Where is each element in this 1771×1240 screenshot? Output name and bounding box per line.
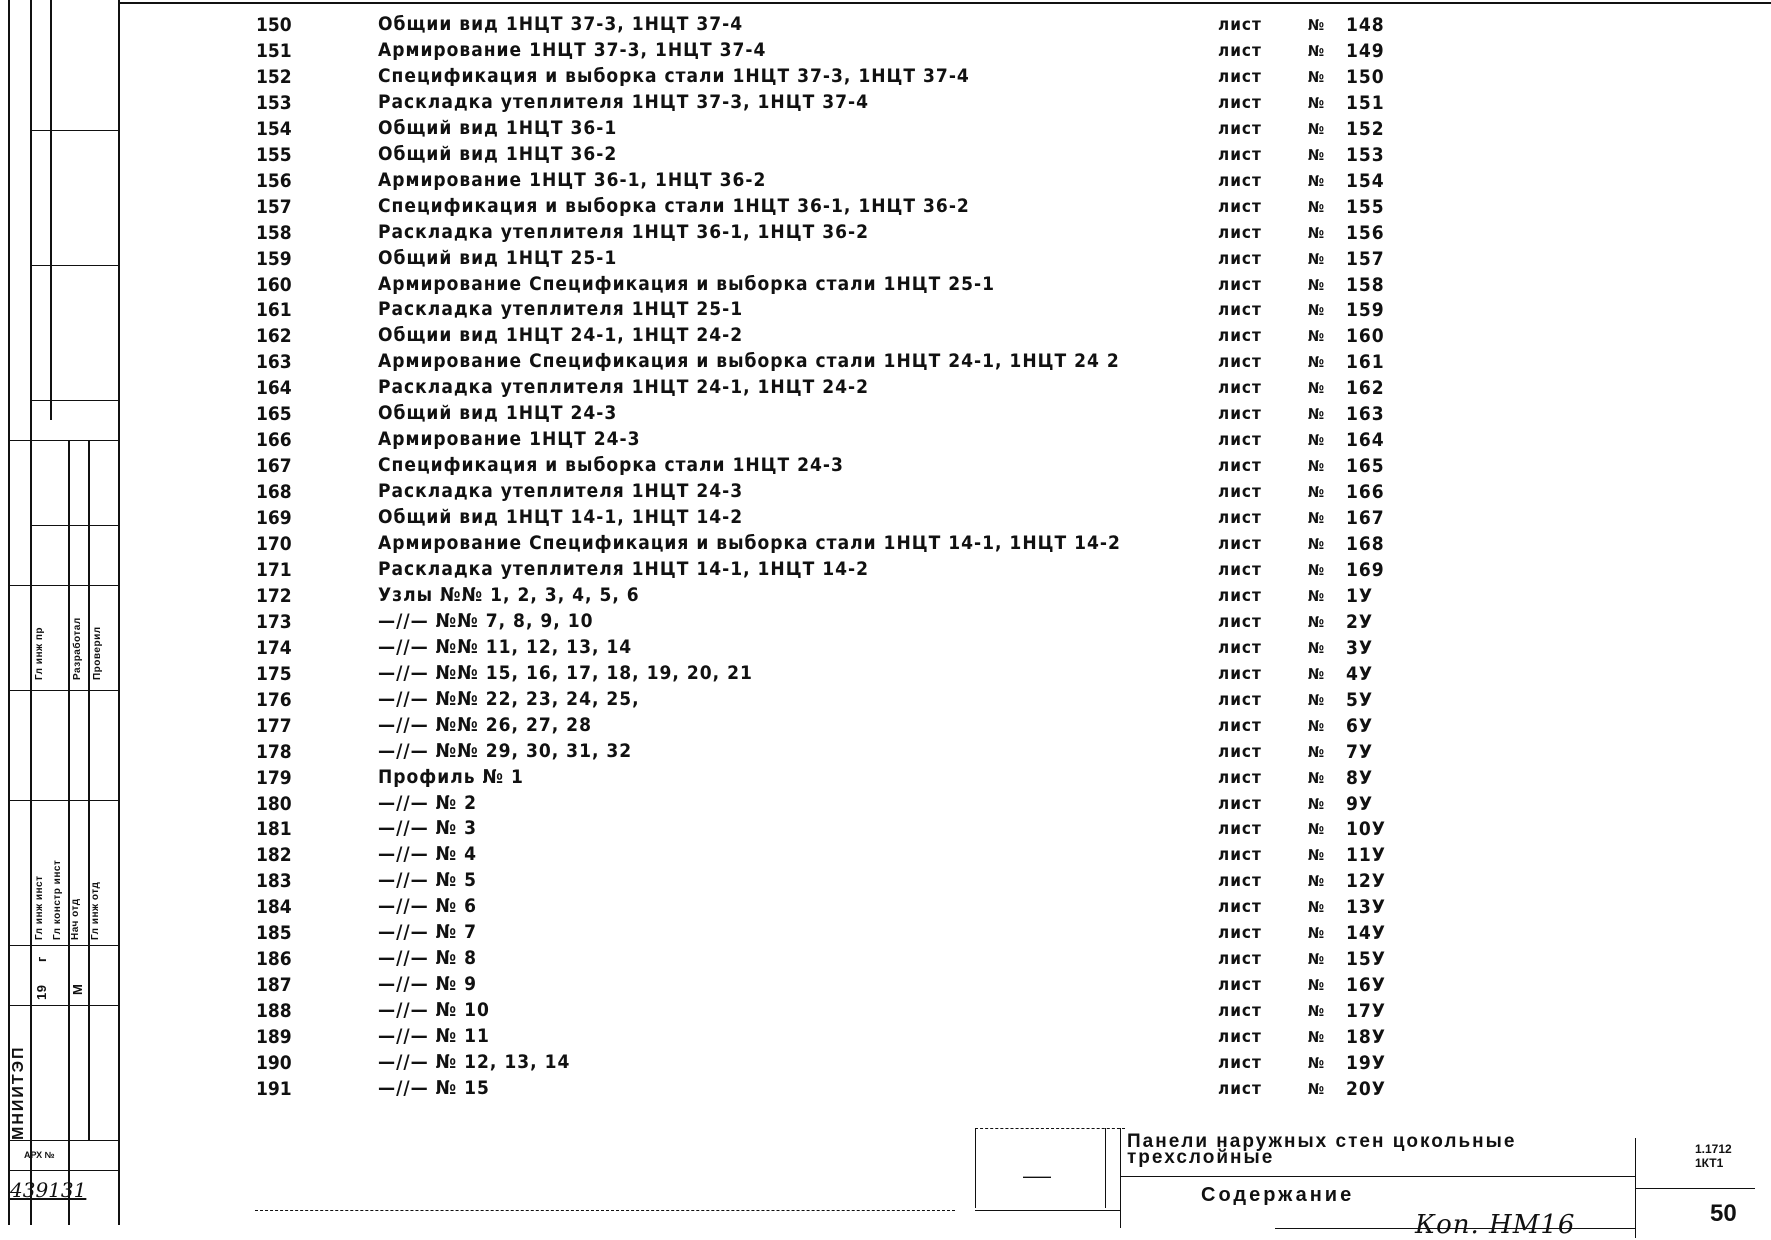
row-number-sign: № bbox=[1308, 16, 1325, 34]
contents-row bbox=[0, 894, 1771, 920]
contents-row bbox=[0, 920, 1771, 946]
contents-row bbox=[0, 583, 1771, 609]
row-number: 182 bbox=[256, 844, 292, 867]
row-number-sign: № bbox=[1308, 145, 1325, 164]
contents-row bbox=[0, 687, 1771, 713]
row-sheet-number: 20У bbox=[1346, 1077, 1386, 1100]
row-title: —//— № 15 bbox=[378, 1076, 490, 1099]
role-label: Гл констр инст bbox=[52, 859, 63, 940]
row-title: —//— №№ 22, 23, 24, 25, bbox=[378, 687, 640, 710]
row-sheet-label: лист bbox=[1218, 482, 1262, 503]
row-sheet-label: лист bbox=[1218, 456, 1262, 477]
row-number: 180 bbox=[256, 792, 292, 815]
row-title: Спецификация и выборка стали 1НЦТ 24-3 bbox=[378, 454, 844, 477]
row-number-sign: № bbox=[1308, 1079, 1325, 1098]
row-sheet-label: лист bbox=[1218, 534, 1262, 554]
row-number: 166 bbox=[256, 429, 292, 452]
tb-rule bbox=[975, 1128, 1125, 1129]
row-number: 178 bbox=[256, 740, 292, 763]
row-sheet-number: 168 bbox=[1346, 533, 1385, 555]
row-number-sign: № bbox=[1308, 638, 1325, 657]
row-sheet-number: 6У bbox=[1346, 714, 1374, 737]
row-sheet-number: 1У bbox=[1346, 584, 1374, 607]
row-number-sign: № bbox=[1308, 820, 1325, 839]
row-title: Армирование Спецификация и выборка стали 1НЦТ 24-1, 1НЦТ 24 2 bbox=[378, 350, 1120, 373]
product-name: Панели наружных стен цокольные трехслойные bbox=[1127, 1131, 1517, 1168]
row-number-sign: № bbox=[1308, 249, 1325, 268]
row-sheet-number: 8У bbox=[1346, 766, 1374, 789]
tb-rule bbox=[1635, 1188, 1755, 1189]
row-sheet-number: 18У bbox=[1346, 1026, 1386, 1049]
row-number: 161 bbox=[256, 299, 292, 322]
row-number: 162 bbox=[256, 325, 292, 348]
row-number-sign: № bbox=[1308, 93, 1325, 112]
row-number: 167 bbox=[256, 455, 292, 478]
row-sheet-label: лист bbox=[1218, 1027, 1262, 1048]
row-number-sign: № bbox=[1308, 301, 1325, 320]
row-sheet-number: 154 bbox=[1346, 169, 1385, 192]
row-number: 157 bbox=[256, 195, 292, 218]
row-number: 175 bbox=[256, 662, 292, 685]
signature: Коп. НМ16 bbox=[1415, 1210, 1576, 1240]
row-number: 172 bbox=[256, 584, 292, 607]
document-title: Содержание bbox=[1201, 1184, 1355, 1206]
row-number: 189 bbox=[256, 1026, 292, 1049]
row-sheet-number: 7У bbox=[1346, 740, 1374, 763]
row-sheet-label: лист bbox=[1218, 845, 1262, 866]
row-title: —//— № 12, 13, 14 bbox=[378, 1051, 571, 1073]
row-number-sign: № bbox=[1308, 742, 1325, 761]
row-number-sign: № bbox=[1308, 1054, 1325, 1072]
row-title: Армирование 1НЦТ 24-3 bbox=[378, 428, 641, 451]
row-sheet-label: лист bbox=[1218, 559, 1262, 580]
row-sheet-label: лист bbox=[1218, 508, 1262, 529]
row-title: —//— № 8 bbox=[378, 947, 478, 970]
contents-row bbox=[0, 713, 1771, 739]
row-sheet-label: лист bbox=[1218, 378, 1262, 399]
contents-row bbox=[0, 972, 1771, 998]
row-title: Общий вид 1НЦТ 36-2 bbox=[378, 142, 618, 165]
row-number-sign: № bbox=[1308, 690, 1325, 709]
row-number-sign: № bbox=[1308, 664, 1325, 683]
role-label: Нач отд bbox=[70, 898, 81, 940]
row-title: —//— № 3 bbox=[378, 817, 478, 840]
contents-row bbox=[0, 375, 1771, 401]
row-number-sign: № bbox=[1308, 1028, 1325, 1047]
row-title: Раскладка утеплителя 1НЦТ 24-1, 1НЦТ 24-2 bbox=[378, 376, 869, 399]
row-number: 155 bbox=[256, 143, 292, 166]
row-number-sign: № bbox=[1308, 327, 1325, 346]
row-number: 151 bbox=[256, 39, 292, 62]
row-title: —//— № 6 bbox=[378, 895, 478, 918]
row-sheet-number: 153 bbox=[1346, 143, 1385, 166]
row-number-sign: № bbox=[1308, 924, 1325, 943]
row-number: 170 bbox=[256, 533, 292, 555]
row-number-sign: № bbox=[1308, 379, 1325, 398]
row-sheet-number: 12У bbox=[1346, 870, 1386, 893]
row-title: Общий вид 1НЦТ 24-3 bbox=[378, 402, 618, 425]
row-title: Раскладка утеплителя 1НЦТ 14-1, 1НЦТ 14-2 bbox=[378, 557, 869, 580]
row-sheet-number: 158 bbox=[1346, 273, 1385, 296]
row-number-sign: № bbox=[1308, 119, 1325, 138]
row-sheet-number: 4У bbox=[1346, 662, 1374, 685]
row-number-sign: № bbox=[1308, 509, 1325, 528]
tb-divider bbox=[1120, 1128, 1121, 1228]
row-number: 187 bbox=[256, 974, 292, 997]
row-sheet-label: лист bbox=[1218, 326, 1262, 347]
row-sheet-label: лист bbox=[1218, 871, 1262, 892]
row-sheet-number: 163 bbox=[1346, 403, 1385, 426]
row-number: 179 bbox=[256, 766, 292, 789]
row-number-sign: № bbox=[1308, 457, 1325, 476]
row-number: 174 bbox=[256, 636, 292, 659]
contents-row bbox=[0, 661, 1771, 687]
row-sheet-number: 150 bbox=[1346, 65, 1385, 88]
stamp-rule bbox=[8, 1140, 118, 1141]
row-number-sign: № bbox=[1308, 535, 1325, 553]
tb-divider bbox=[975, 1128, 976, 1208]
row-sheet-label: лист bbox=[1218, 1053, 1262, 1073]
row-sheet-number: 148 bbox=[1346, 14, 1385, 36]
row-number: 185 bbox=[256, 922, 292, 945]
row-number: 165 bbox=[256, 403, 292, 426]
row-title: Армирование 1НЦТ 36-1, 1НЦТ 36-2 bbox=[378, 168, 767, 191]
row-sheet-label: лист bbox=[1218, 975, 1262, 996]
row-sheet-number: 2У bbox=[1346, 610, 1374, 633]
title-block bbox=[975, 1128, 1771, 1240]
contents-row bbox=[0, 427, 1771, 453]
contents-row bbox=[0, 38, 1771, 64]
contents-row bbox=[0, 220, 1771, 246]
row-sheet-label: лист bbox=[1218, 923, 1262, 944]
row-sheet-label: лист bbox=[1218, 274, 1262, 295]
row-title: Общий вид 1НЦТ 36-1 bbox=[378, 116, 618, 139]
row-number: 163 bbox=[256, 351, 292, 374]
row-title: Армирование Спецификация и выборка стали 1НЦТ 25-1 bbox=[378, 272, 995, 295]
row-sheet-number: 9У bbox=[1346, 792, 1374, 815]
row-number-sign: № bbox=[1308, 223, 1325, 242]
row-sheet-label: лист bbox=[1218, 404, 1262, 425]
row-number: 183 bbox=[256, 870, 292, 893]
row-sheet-number: 160 bbox=[1346, 325, 1385, 348]
row-sheet-number: 5У bbox=[1346, 688, 1374, 711]
row-title: —//— №№ 15, 16, 17, 18, 19, 20, 21 bbox=[378, 661, 753, 684]
row-sheet-number: 17У bbox=[1346, 1000, 1386, 1023]
row-sheet-label: лист bbox=[1218, 92, 1262, 113]
row-sheet-label: лист bbox=[1218, 741, 1262, 762]
row-title: —//— № 9 bbox=[378, 973, 478, 996]
row-title: Общий вид 1НЦТ 25-1 bbox=[378, 246, 618, 269]
row-number-sign: № bbox=[1308, 950, 1325, 969]
row-number-sign: № bbox=[1308, 171, 1325, 190]
role-label: Гл инж пр bbox=[34, 626, 45, 680]
row-title: Общии вид 1НЦТ 37-3, 1НЦТ 37-4 bbox=[378, 13, 744, 35]
row-title: Армирование 1НЦТ 37-3, 1НЦТ 37-4 bbox=[378, 38, 767, 61]
row-number: 156 bbox=[256, 169, 292, 192]
contents-row bbox=[0, 401, 1771, 427]
row-sheet-number: 19У bbox=[1346, 1052, 1386, 1074]
contents-row bbox=[0, 557, 1771, 583]
row-number: 177 bbox=[256, 714, 292, 737]
row-sheet-label: лист bbox=[1218, 170, 1262, 191]
contents-row bbox=[0, 246, 1771, 272]
series-code bbox=[1695, 1142, 1732, 1170]
row-number: 150 bbox=[256, 14, 292, 36]
m-mark: М bbox=[70, 983, 85, 995]
row-number: 153 bbox=[256, 91, 292, 114]
row-sheet-label: лист bbox=[1218, 300, 1262, 321]
row-number-sign: № bbox=[1308, 431, 1325, 450]
row-number-sign: № bbox=[1308, 586, 1325, 605]
contents-row bbox=[0, 64, 1771, 90]
tb-rule bbox=[1120, 1176, 1635, 1177]
organization-name: МНИИТЭП bbox=[10, 1045, 27, 1140]
contents-row bbox=[0, 297, 1771, 323]
role-label: Гл инж отд bbox=[90, 881, 101, 940]
row-number: 154 bbox=[256, 117, 292, 140]
row-sheet-number: 16У bbox=[1346, 974, 1386, 997]
row-number-sign: № bbox=[1308, 794, 1325, 813]
contents-row bbox=[0, 505, 1771, 531]
year-suffix: г bbox=[34, 956, 49, 962]
contents-row bbox=[0, 479, 1771, 505]
row-number-sign: № bbox=[1308, 560, 1325, 579]
row-title: —//— № 4 bbox=[378, 843, 478, 866]
tb-rule bbox=[255, 1210, 955, 1211]
row-sheet-label: лист bbox=[1218, 66, 1262, 87]
row-sheet-number: 151 bbox=[1346, 91, 1385, 114]
contents-row bbox=[0, 816, 1771, 842]
row-title: Раскладка утеплителя 1НЦТ 36-1, 1НЦТ 36-2 bbox=[378, 220, 869, 243]
row-number: 169 bbox=[256, 507, 292, 530]
contents-row bbox=[0, 765, 1771, 791]
row-number-sign: № bbox=[1308, 768, 1325, 787]
row-sheet-label: лист bbox=[1218, 611, 1262, 632]
contents-row bbox=[0, 116, 1771, 142]
row-sheet-label: лист bbox=[1218, 819, 1262, 840]
contents-row bbox=[0, 12, 1771, 38]
row-sheet-label: лист bbox=[1218, 40, 1262, 61]
row-sheet-label: лист bbox=[1218, 585, 1262, 606]
row-sheet-label: лист bbox=[1218, 196, 1262, 217]
row-number: 171 bbox=[256, 558, 292, 581]
contents-row bbox=[0, 998, 1771, 1024]
row-number-sign: № bbox=[1308, 872, 1325, 891]
row-title: —//— № 7 bbox=[378, 921, 478, 944]
row-sheet-label: лист bbox=[1218, 352, 1262, 373]
contents-row bbox=[0, 453, 1771, 479]
row-sheet-label: лист bbox=[1218, 949, 1262, 970]
row-number-sign: № bbox=[1308, 1002, 1325, 1021]
row-sheet-label: лист bbox=[1218, 430, 1262, 451]
contents-row bbox=[0, 868, 1771, 894]
row-sheet-number: 11У bbox=[1346, 844, 1386, 867]
row-sheet-label: лист bbox=[1218, 222, 1262, 243]
row-sheet-label: лист bbox=[1218, 689, 1262, 710]
row-number: 152 bbox=[256, 65, 292, 88]
row-sheet-number: 157 bbox=[1346, 247, 1385, 270]
row-sheet-number: 159 bbox=[1346, 299, 1385, 322]
tb-dash: —— bbox=[1023, 1168, 1051, 1184]
row-sheet-number: 156 bbox=[1346, 221, 1385, 244]
year-mark: 19 bbox=[34, 984, 49, 1000]
row-sheet-label: лист bbox=[1218, 767, 1262, 788]
row-sheet-number: 161 bbox=[1346, 351, 1385, 374]
row-title: —//— №№ 11, 12, 13, 14 bbox=[378, 635, 633, 658]
row-sheet-number: 155 bbox=[1346, 195, 1385, 218]
row-number: 173 bbox=[256, 610, 292, 633]
row-number-sign: № bbox=[1308, 612, 1325, 631]
row-sheet-number: 162 bbox=[1346, 377, 1385, 400]
row-number: 191 bbox=[256, 1077, 292, 1100]
row-title: Общий вид 1НЦТ 14-1, 1НЦТ 14-2 bbox=[378, 506, 744, 529]
top-border bbox=[120, 2, 1771, 4]
contents-row bbox=[0, 609, 1771, 635]
row-sheet-number: 149 bbox=[1346, 39, 1385, 62]
row-sheet-number: 14У bbox=[1346, 922, 1386, 945]
row-sheet-number: 164 bbox=[1346, 429, 1385, 452]
row-sheet-label: лист bbox=[1218, 637, 1262, 658]
row-number: 181 bbox=[256, 818, 292, 841]
row-title: —//— №№ 7, 8, 9, 10 bbox=[378, 609, 594, 632]
contents-row bbox=[0, 531, 1771, 557]
archive-label: АРХ № bbox=[24, 1150, 55, 1160]
row-number-sign: № bbox=[1308, 846, 1325, 865]
row-title: Узлы №№ 1, 2, 3, 4, 5, 6 bbox=[378, 583, 640, 606]
role-label: Гл инж инст bbox=[34, 875, 45, 940]
row-sheet-label: лист bbox=[1218, 715, 1262, 736]
row-number: 158 bbox=[256, 221, 292, 244]
row-title: Спецификация и выборка стали 1НЦТ 37-3, 1НЦТ 37-4 bbox=[378, 64, 970, 87]
contents-row bbox=[0, 168, 1771, 194]
contents-row bbox=[0, 635, 1771, 661]
row-number: 168 bbox=[256, 481, 292, 504]
row-sheet-label: лист bbox=[1218, 663, 1262, 684]
row-sheet-number: 13У bbox=[1346, 896, 1386, 919]
role-label: Проверил bbox=[92, 626, 103, 680]
row-number-sign: № bbox=[1308, 353, 1325, 372]
row-title: —//— №№ 26, 27, 28 bbox=[378, 713, 592, 736]
row-title: Армирование Спецификация и выборка стали 1НЦТ 14-1, 1НЦТ 14-2 bbox=[378, 532, 1121, 554]
tb-rule bbox=[975, 1210, 1120, 1211]
row-sheet-number: 15У bbox=[1346, 948, 1386, 971]
contents-row bbox=[0, 142, 1771, 168]
row-sheet-label: лист bbox=[1218, 793, 1262, 814]
series-code-sub: 1КТ1 bbox=[1695, 1156, 1724, 1170]
row-sheet-number: 169 bbox=[1346, 558, 1385, 581]
row-sheet-number: 3У bbox=[1346, 636, 1374, 659]
row-number: 176 bbox=[256, 688, 292, 711]
row-title: —//— № 11 bbox=[378, 1025, 490, 1048]
row-title: Раскладка утеплителя 1НЦТ 37-3, 1НЦТ 37-4 bbox=[378, 90, 869, 113]
row-number: 184 bbox=[256, 896, 292, 919]
row-title: Раскладка утеплителя 1НЦТ 25-1 bbox=[378, 298, 744, 321]
contents-row bbox=[0, 272, 1771, 298]
row-number-sign: № bbox=[1308, 976, 1325, 995]
row-number: 186 bbox=[256, 948, 292, 971]
row-number-sign: № bbox=[1308, 483, 1325, 502]
contents-row bbox=[0, 1050, 1771, 1076]
row-sheet-label: лист bbox=[1218, 897, 1262, 918]
row-sheet-label: лист bbox=[1218, 248, 1262, 269]
row-sheet-number: 10У bbox=[1346, 818, 1386, 841]
row-number: 190 bbox=[256, 1052, 292, 1074]
contents-row bbox=[0, 349, 1771, 375]
series-code-main: 1.1712 bbox=[1695, 1142, 1732, 1156]
row-number-sign: № bbox=[1308, 405, 1325, 424]
row-sheet-number: 165 bbox=[1346, 455, 1385, 478]
row-number-sign: № bbox=[1308, 67, 1325, 86]
row-sheet-label: лист bbox=[1218, 118, 1262, 139]
row-number: 164 bbox=[256, 377, 292, 400]
row-sheet-number: 152 bbox=[1346, 117, 1385, 140]
row-sheet-label: лист bbox=[1218, 1001, 1262, 1022]
tb-divider bbox=[1105, 1128, 1106, 1208]
row-sheet-number: 167 bbox=[1346, 507, 1385, 530]
row-sheet-number: 166 bbox=[1346, 481, 1385, 504]
role-label: Разработал bbox=[72, 617, 83, 680]
row-number-sign: № bbox=[1308, 898, 1325, 917]
row-title: —//— № 10 bbox=[378, 999, 490, 1022]
contents-row bbox=[0, 791, 1771, 817]
contents-row bbox=[0, 1076, 1771, 1102]
row-number: 159 bbox=[256, 247, 292, 270]
row-number-sign: № bbox=[1308, 716, 1325, 735]
contents-row bbox=[0, 90, 1771, 116]
row-sheet-label: лист bbox=[1218, 15, 1262, 35]
row-number-sign: № bbox=[1308, 197, 1325, 216]
page-number: 50 bbox=[1710, 1200, 1737, 1227]
contents-row bbox=[0, 946, 1771, 972]
row-number: 188 bbox=[256, 1000, 292, 1023]
row-title: Спецификация и выборка стали 1НЦТ 36-1, 1НЦТ 36-2 bbox=[378, 194, 970, 217]
row-sheet-label: лист bbox=[1218, 144, 1262, 165]
contents-row bbox=[0, 1024, 1771, 1050]
row-title: —//— №№ 29, 30, 31, 32 bbox=[378, 739, 633, 762]
row-title: Раскладка утеплителя 1НЦТ 24-3 bbox=[378, 480, 744, 503]
row-title: Общии вид 1НЦТ 24-1, 1НЦТ 24-2 bbox=[378, 324, 744, 347]
row-title: Профиль № 1 bbox=[378, 765, 524, 788]
row-sheet-label: лист bbox=[1218, 1078, 1262, 1099]
row-title: —//— № 5 bbox=[378, 869, 478, 892]
stamp-rule bbox=[8, 1170, 118, 1171]
contents-row bbox=[0, 842, 1771, 868]
contents-row bbox=[0, 194, 1771, 220]
row-title: —//— № 2 bbox=[378, 791, 478, 814]
row-number-sign: № bbox=[1308, 41, 1325, 60]
contents-row bbox=[0, 739, 1771, 765]
row-number: 160 bbox=[256, 273, 292, 296]
row-number-sign: № bbox=[1308, 275, 1325, 294]
archive-number: 439131 bbox=[10, 1178, 87, 1202]
contents-row bbox=[0, 323, 1771, 349]
